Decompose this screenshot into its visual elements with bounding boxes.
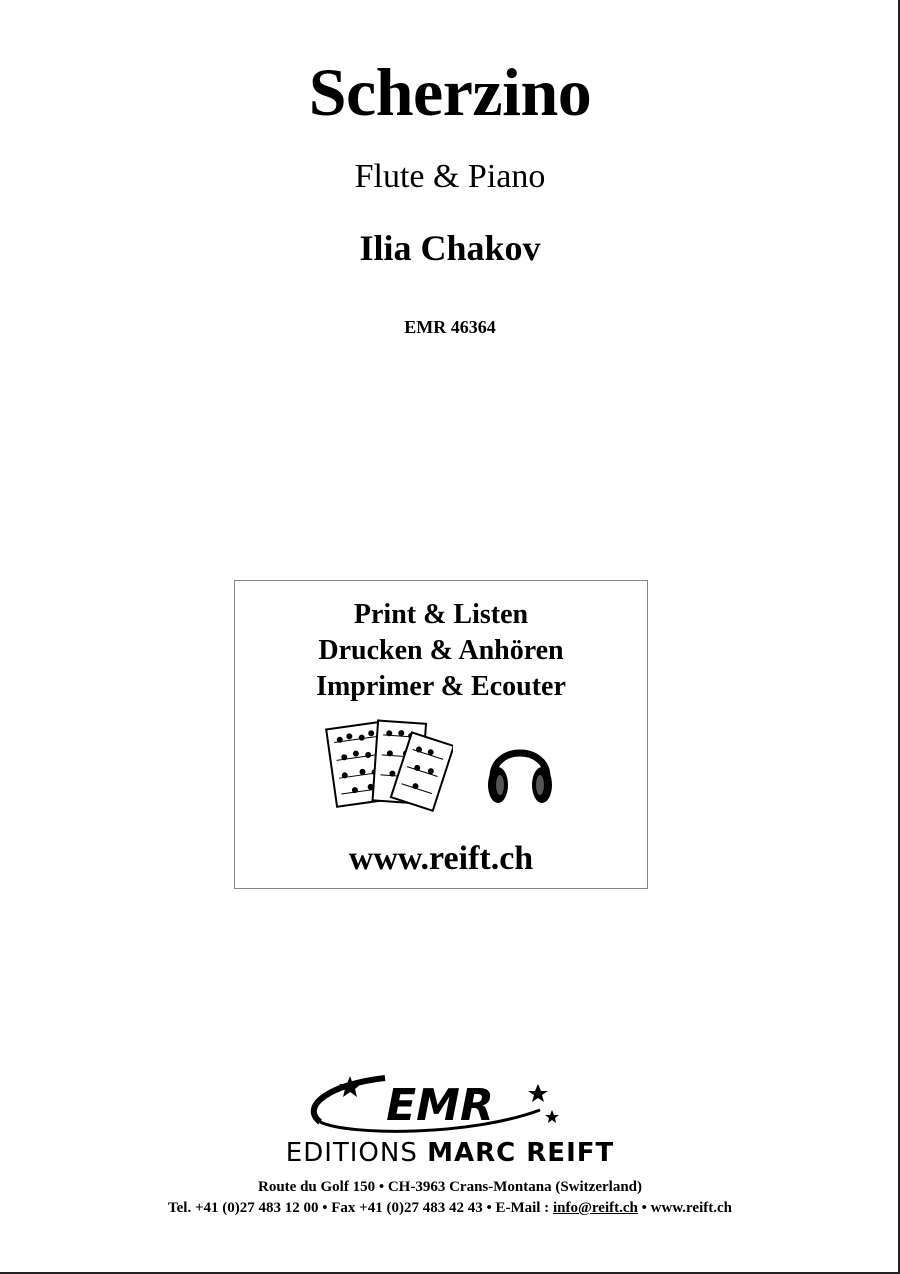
publisher-name-editions: EDITIONS [285, 1138, 428, 1168]
composer-name: Ilia Chakov [359, 228, 541, 268]
emr-logo [290, 1070, 590, 1140]
emr-logo-text: EMR [386, 1080, 494, 1131]
page-title: Scherzino [308, 54, 592, 130]
email-link[interactable]: info@reift.ch [552, 1200, 638, 1216]
sheet-music-icon [323, 716, 453, 816]
promo-url: www.reift.ch [348, 840, 534, 877]
publisher-name-reift: REIFT [526, 1138, 615, 1168]
publisher-address: Route du Golf 150 • CH-3963 Crans-Montana (Switzerland) [258, 1179, 642, 1195]
print-listen-box [234, 580, 648, 889]
publisher-name [0, 1140, 900, 1166]
headphones-icon [485, 731, 555, 811]
contact-phone-fax: Tel. +41 (0)27 483 12 00 • Fax +41 (0)27 483 42 43 • E-Mail : [168, 1200, 553, 1216]
catalog-number: EMR 46364 [404, 317, 496, 337]
publisher-name-marc: MARC [427, 1138, 527, 1168]
publisher-contact [0, 1201, 900, 1216]
instrumentation: Flute & Piano [354, 158, 546, 195]
promo-line-german: Drucken & Anhören [318, 635, 564, 666]
promo-line-english: Print & Listen [353, 599, 529, 630]
contact-website: • www.reift.ch [637, 1200, 732, 1216]
promo-line-french: Imprimer & Ecouter [316, 671, 566, 702]
